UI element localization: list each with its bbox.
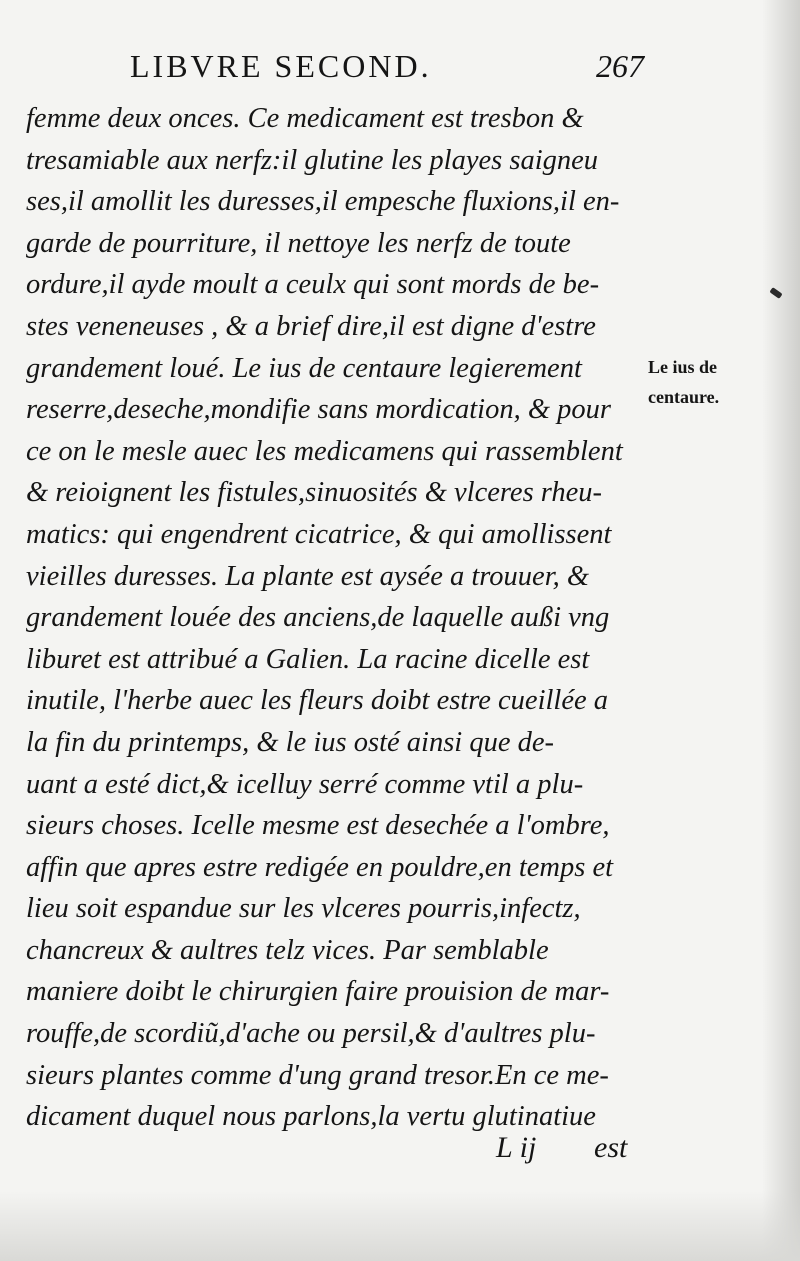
text-line: ordure,il ayde moult a ceulx qui sont mords de be- (26, 269, 600, 301)
text-line: garde de pourriture, il nettoye les nerfz de toute (26, 227, 571, 259)
text-line: grandement louée des anciens,de laquelle außi vng (26, 602, 610, 634)
text-line: ses,il amollit les duresses,il empesche fluxions,il en- (26, 186, 620, 218)
text-line: maniere doibt le chirurgien faire prouision de mar- (26, 976, 610, 1008)
ink-speck (769, 287, 782, 299)
text-line: sieurs choses. Icelle mesme est desechée a l'ombre, (26, 810, 610, 842)
text-line: dicament duquel nous parlons,la vertu glutinatiue (26, 1101, 596, 1133)
marginal-note (648, 352, 719, 412)
text-line: uant a esté dict,& icelluy serré comme vtil a plu- (26, 768, 584, 800)
text-line: ce on le mesle auec les medicamens qui rassemblent (26, 435, 623, 467)
page-number: 267 (596, 48, 644, 84)
text-line: lieu soit espandue sur les vlceres pourris,infectz, (26, 893, 581, 925)
text-line: reserre,deseche,mondifie sans mordication, & pour (26, 394, 611, 426)
marginal-note-line: centaure. (648, 387, 720, 407)
signature-mark: L ij (496, 1131, 537, 1164)
text-line: matics: qui engendrent cicatrice, & qui amollissent (26, 518, 612, 550)
text-line: inutile, l'herbe auec les fleurs doibt estre cueillée a (26, 685, 609, 717)
text-line: grandement loué. Le ius de centaure legierement (26, 352, 582, 384)
text-line: & reioignent les fistules,sinuosités & vlceres rheu- (26, 477, 602, 509)
catchword: est (594, 1131, 628, 1164)
text-line: tresamiable aux nerfz:il glutine les playes saigneu (26, 144, 599, 176)
body-text (26, 98, 642, 1138)
text-line: chancreux & aultres telz vices. Par semblable (26, 934, 549, 966)
text-line: femme deux onces. Ce medicament est tresbon & (26, 103, 584, 134)
text-line: vieilles duresses. La plante est aysée a trouuer, & (26, 560, 590, 592)
marginal-note-line: Le ius de (648, 357, 718, 377)
text-line: rouffe,de scordiũ,d'ache ou persil,& d'aultres plu- (26, 1018, 596, 1050)
page-footer (0, 1131, 800, 1171)
text-line: la fin du printemps, & le ius osté ainsi que de- (26, 726, 555, 758)
text-line: liburet est attribué a Galien. La racine dicelle est (26, 643, 590, 675)
running-title: LIBVRE SECOND. (130, 48, 432, 84)
text-line: sieurs plantes comme d'ung grand tresor.En ce me- (26, 1059, 609, 1091)
text-line: stes veneneuses , & a brief dire,il est digne d'estre (26, 310, 596, 342)
text-line: affin que apres estre redigée en pouldre,en temps et (26, 851, 614, 883)
